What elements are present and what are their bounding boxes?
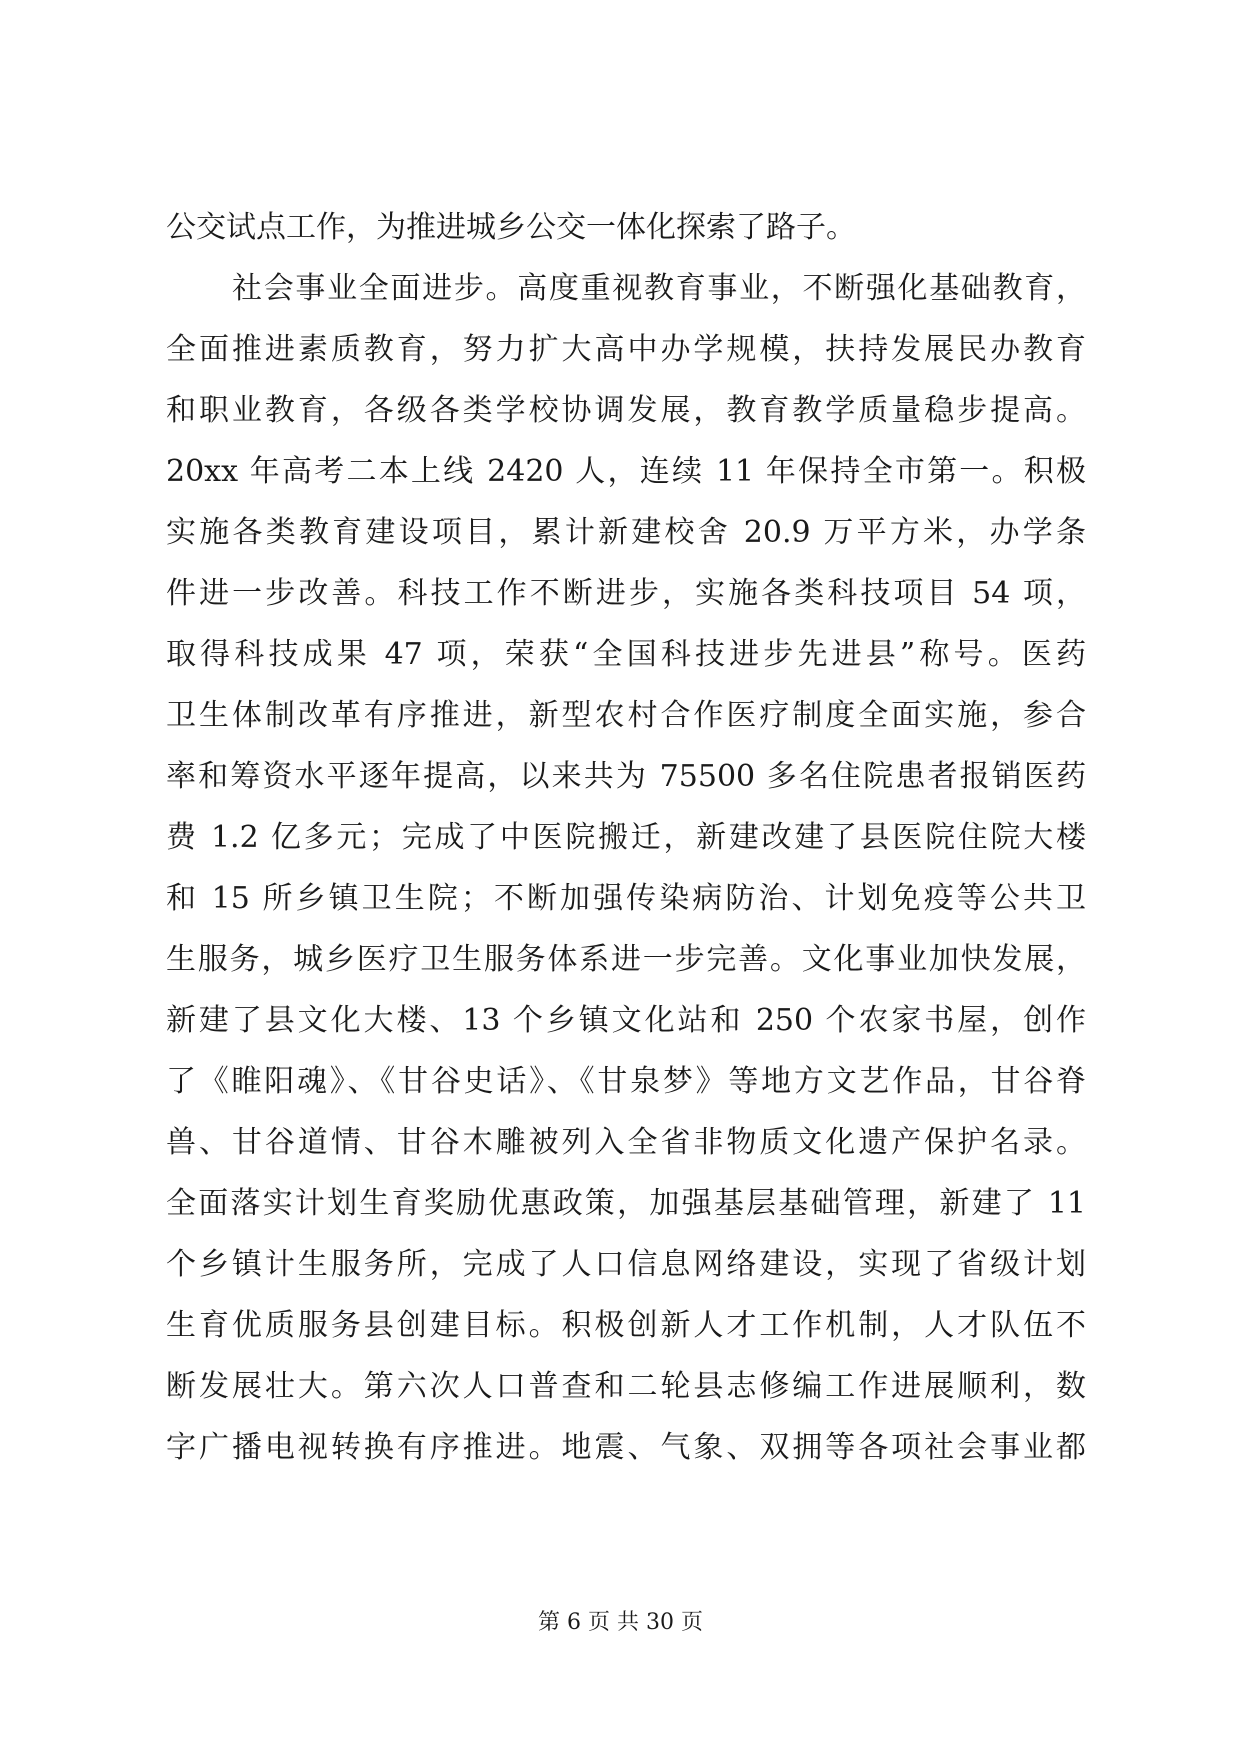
text-line: 兽、甘谷道情、甘谷木雕被列入全省非物质文化遗产保护名录。 [166,1125,1086,1160]
text-line: 率和筹资水平逐年提高，以来共为 75500 多名住院患者报销医药 [166,759,1086,794]
text-line: 和 15 所乡镇卫生院；不断加强传染病防治、计划免疫等公共卫 [166,881,1086,916]
text-line: 了《睢阳魂》、《甘谷史话》、《甘泉梦》等地方文艺作品，甘谷脊 [166,1064,1086,1099]
body-text [166,197,1086,1478]
text-line: 生育优质服务县创建目标。积极创新人才工作机制，人才队伍不 [166,1308,1086,1343]
text-line: 字广播电视转换有序推进。地震、气象、双拥等各项社会事业都 [166,1430,1086,1465]
text-line: 个乡镇计生服务所，完成了人口信息网络建设，实现了省级计划 [166,1247,1086,1282]
text-line: 全面推进素质教育，努力扩大高中办学规模，扶持发展民办教育 [166,332,1086,367]
text-line: 卫生体制改革有序推进，新型农村合作医疗制度全面实施，参合 [166,698,1086,733]
text-line: 全面落实计划生育奖励优惠政策，加强基层基础管理，新建了 11 [166,1186,1086,1221]
text-line: 费 1.2 亿多元；完成了中医院搬迁，新建改建了县医院住院大楼 [166,820,1086,855]
text-line: 社会事业全面进步。高度重视教育事业，不断强化基础教育， [232,271,1086,306]
text-line: 实施各类教育建设项目，累计新建校舍 20.9 万平方米，办学条 [166,515,1086,550]
text-line: 20xx 年高考二本上线 2420 人，连续 11 年保持全市第一。积极 [166,454,1086,489]
text-line: 断发展壮大。第六次人口普查和二轮县志修编工作进展顺利，数 [166,1369,1086,1404]
text-line: 和职业教育，各级各类学校协调发展，教育教学质量稳步提高。 [166,393,1086,428]
text-line: 新建了县文化大楼、13 个乡镇文化站和 250 个农家书屋，创作 [166,1003,1086,1038]
text-line: 取得科技成果 47 项，荣获“全国科技进步先进县”称号。医药 [166,637,1086,672]
text-line: 公交试点工作，为推进城乡公交一体化探索了路子。 [166,210,856,245]
page-number-footer: 第 6 页 共 30 页 [538,1610,703,1635]
text-line: 生服务，城乡医疗卫生服务体系进一步完善。文化事业加快发展， [166,942,1086,977]
text-line: 件进一步改善。科技工作不断进步，实施各类科技项目 54 项， [166,576,1086,611]
